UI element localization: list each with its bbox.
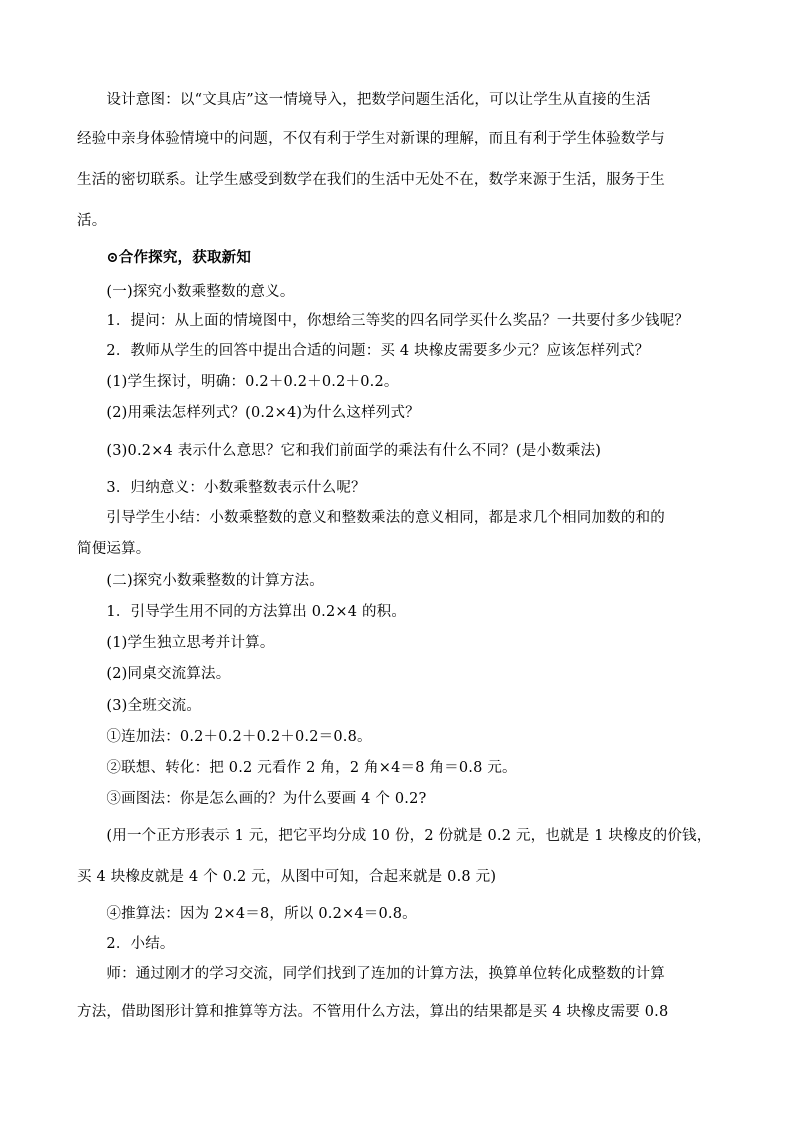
text-line: 活。 [77,213,107,229]
section-heading: ⊙合作探究，获取新知 [77,249,252,266]
text-line: 方法，借助图形计算和推算等方法。不管用什么方法，算出的结果都是买 4 块橡皮需要 0.8 [77,1004,669,1020]
text-line: (用一个正方形表示 1 元，把它平均分成 10 份，2 份就是 0.2 元，也就是 1 块橡皮的价钱， [77,828,712,844]
text-line: (2)用乘法怎样列式？(0.2×4)为什么这样列式？ [77,405,420,421]
text-line: 1．提问：从上面的情境图中，你想给三等奖的四名同学买什么奖品？一共要付多少钱呢？ [77,313,690,329]
text-line: (3)0.2×4 表示什么意思？它和我们前面学的乘法有什么不同？(是小数乘法) [77,443,602,459]
text-line: 设计意图：以“文具店”这一情境导入，把数学问题生活化，可以让学生从直接的生活 [77,92,651,108]
text-line: 引导学生小结：小数乘整数的意义和整数乘法的意义相同，都是求几个相同加数的和的 [77,510,665,526]
text-line: 生活的密切联系。让学生感受到数学在我们的生活中无处不在，数学来源于生活，服务于生 [77,172,665,188]
text-line: ②联想、转化：把 0.2 元看作 2 角，2 角×4＝8 角＝0.8 元。 [77,760,517,776]
text-line: 2．教师从学生的回答中提出合适的问题：买 4 块橡皮需要多少元？应该怎样列式？ [77,343,650,359]
text-line: (一)探究小数乘整数的意义。 [77,284,295,300]
text-line: (3)全班交流。 [77,698,202,714]
text-line: 买 4 块橡皮就是 4 个 0.2 元，从图中可知，合起来就是 0.8 元) [77,869,497,885]
text-line: 2．小结。 [77,936,175,952]
text-line: ③画图法：你是怎么画的？为什么要画 4 个 0.2? [77,791,427,807]
text-line: 经验中亲身体验情境中的问题，不仅有利于学生对新课的理解，而且有利于学生体验数学与 [77,131,665,147]
text-line: ①连加法：0.2＋0.2＋0.2＋0.2＝0.8。 [77,729,372,745]
text-line: (2)同桌交流算法。 [77,666,231,682]
text-line: ④推算法：因为 2×4＝8，所以 0.2×4＝0.8。 [77,906,417,922]
text-line: (二)探究小数乘整数的计算方法。 [77,573,324,589]
text-line: (1)学生独立思考并计算。 [77,635,275,651]
text-line: 师：通过刚才的学习交流，同学们找到了连加的计算方法，换算单位转化成整数的计算 [77,966,665,982]
text-line: 3．归纳意义：小数乘整数表示什么呢？ [77,480,366,496]
text-line: 1．引导学生用不同的方法算出 0.2×4 的积。 [77,604,407,620]
text-line: 简便运算。 [77,541,151,557]
text-line: (1)学生探讨，明确：0.2＋0.2＋0.2＋0.2。 [77,374,399,390]
